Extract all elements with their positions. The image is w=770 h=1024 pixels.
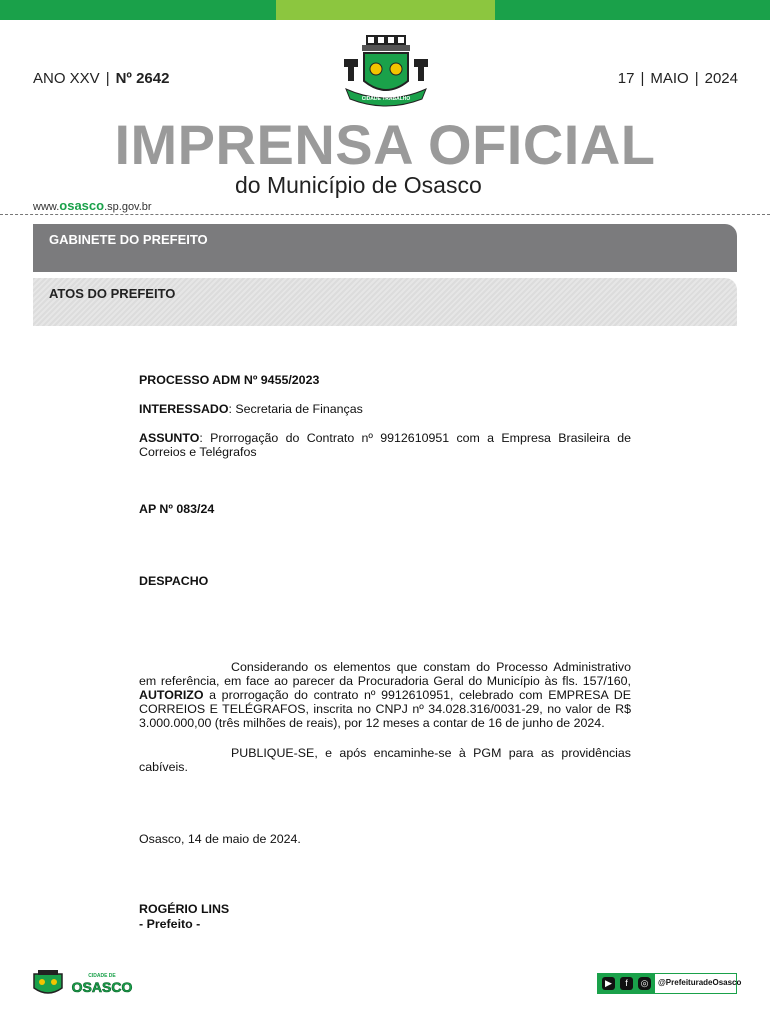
despacho-heading: DESPACHO: [139, 574, 209, 588]
header-divider: [0, 214, 770, 215]
edition-info: ANO XXV | Nº 2642: [33, 70, 170, 87]
instagram-icon[interactable]: ◎: [638, 977, 651, 990]
assunto-line: [139, 431, 631, 459]
edition-date: 17 | MAIO | 2024: [617, 70, 738, 87]
date-year: 2024: [704, 70, 738, 87]
top-color-bar-accent: [276, 0, 495, 20]
crest-banner-text: CIDADE TRABALHO: [361, 96, 411, 102]
youtube-icon[interactable]: ▶: [602, 977, 615, 990]
signatory-role: - Prefeito -: [139, 917, 201, 931]
url-brand: osasco: [59, 198, 105, 213]
p1-autorizo: AUTORIZO: [139, 688, 204, 702]
processo-number: PROCESSO ADM Nº 9455/2023: [139, 373, 320, 387]
edition-year: ANO XXV: [33, 70, 100, 87]
footer-osasco-logo: [32, 968, 140, 998]
despacho-paragraph-1: [139, 660, 631, 730]
date-month: MAIO: [650, 70, 689, 87]
page-title: IMPRENSA OFICIAL: [114, 113, 656, 176]
interessado-label: INTERESSADO: [139, 402, 229, 416]
date-day: 17: [617, 70, 635, 87]
social-handle[interactable]: @PrefeituradeOsasco: [658, 978, 742, 987]
section-title-gabinete: GABINETE DO PREFEITO: [49, 232, 208, 247]
section-band-gabinete: [33, 224, 737, 272]
coat-of-arms-icon: [340, 33, 432, 111]
website-link[interactable]: [33, 198, 152, 213]
footer-logo-small: CIDADE DE: [88, 973, 116, 979]
p1-rest: a prorrogação do contrato nº 9912610951, celebrado com EMPRESA DE CORREIOS E TELÉGRAFOS, inscrita no CNPJ nº 34.028.316/0031-29, no valor de R$ 3.000.000,00 (três milhões de reais), por 12 meses a contar de 16 de junho de 2024.: [139, 688, 631, 730]
url-suffix: .sp.gov.br: [104, 201, 152, 213]
social-media-badge: [597, 973, 742, 994]
section-title-atos: ATOS DO PREFEITO: [49, 286, 176, 301]
interessado-value: : Secretaria de Finanças: [228, 402, 363, 416]
despacho-paragraph-2: PUBLIQUE-SE, e após encaminhe-se à PGM para as providências cabíveis.: [139, 746, 631, 774]
top-color-bar: [0, 0, 770, 20]
assunto-value: : Prorrogação do Contrato nº 9912610951 com a Empresa Brasileira de Correios e Telégrafos: [139, 431, 631, 459]
footer-logo-text: OSASCO: [71, 979, 133, 995]
p1-intro: Considerando os elementos que constam do Processo Administrativo em referência, em face ao parecer da Procuradoria Geral do Município às fls. 157/160,: [139, 660, 631, 688]
url-prefix: www.: [33, 201, 60, 213]
local-date: Osasco, 14 de maio de 2024.: [139, 832, 301, 846]
section-band-atos: [33, 278, 737, 326]
page-subtitle: do Município de Osasco: [235, 172, 482, 198]
facebook-icon[interactable]: f: [620, 977, 633, 990]
interessado-line: [139, 402, 631, 416]
ap-number: AP Nº 083/24: [139, 502, 215, 516]
signatory-name: ROGÉRIO LINS: [139, 902, 230, 916]
assunto-label: ASSUNTO: [139, 431, 200, 445]
edition-number: Nº 2642: [115, 70, 170, 87]
